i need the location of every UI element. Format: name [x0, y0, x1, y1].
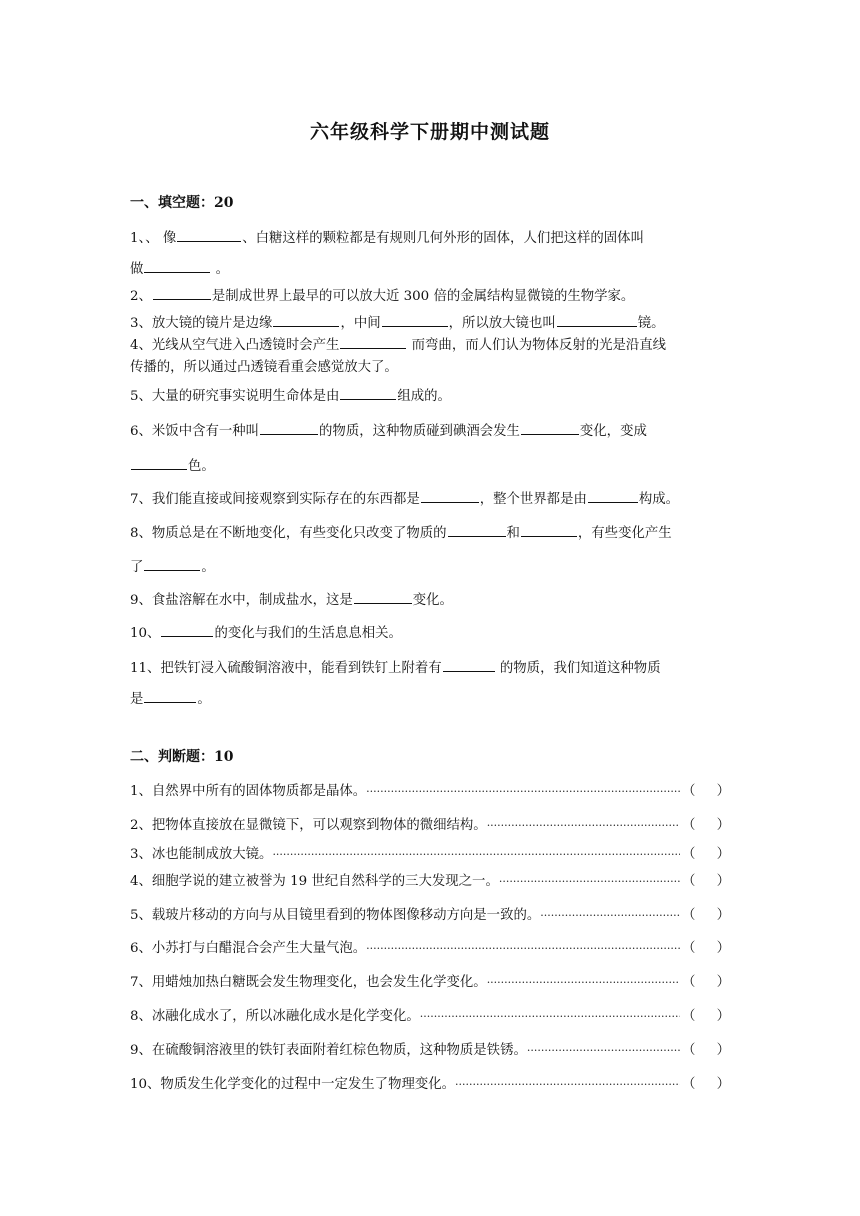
judge-item: 7、用蜡烛加热白糖既会发生物理变化，也会发生化学变化。 ····· （ ） [130, 971, 730, 990]
answer-blank[interactable] [260, 421, 318, 435]
leader-dots [499, 875, 680, 888]
answer-parentheses[interactable]: （ ） [682, 975, 730, 990]
answer-parentheses[interactable]: （ ） [682, 784, 730, 799]
answer-blank[interactable] [521, 421, 579, 435]
answer-blank[interactable] [421, 489, 479, 503]
answer-blank[interactable] [273, 313, 339, 327]
fill-q8-line1: 8、物质总是在不断地变化，有些变化只改变了物质的 和 ，有些变化产生 [130, 522, 730, 541]
answer-blank[interactable] [340, 386, 396, 400]
answer-blank[interactable] [521, 523, 577, 537]
answer-blank[interactable] [448, 523, 506, 537]
fill-q9: 9、食盐溶解在水中，制成盐水，这是 变化。 [130, 589, 453, 608]
fill-q8-line2: 了 。 [130, 556, 215, 575]
fill-q4-line2: 传播的，所以通过凸透镜看重会感觉放大了。 [130, 360, 398, 375]
answer-blank[interactable] [557, 313, 637, 327]
answer-parentheses[interactable]: （ ） [682, 874, 730, 889]
leader-dots [487, 976, 680, 989]
fill-q5: 5、大量的研究事实说明生命体是由 组成的。 [130, 385, 451, 404]
answer-blank[interactable] [382, 313, 448, 327]
judge-item: 9、在硫酸铜溶液里的铁钉表面附着红棕色物质，这种物质是铁锈。 ····· （ ） [130, 1039, 730, 1058]
answer-parentheses[interactable]: （ ） [682, 1009, 730, 1024]
answer-blank[interactable] [144, 689, 196, 703]
fill-q2: 2、 是制成世界上最早的可以放大近 300 倍的金属结构显微镜的生物学家。 [130, 285, 634, 304]
answer-blank[interactable] [161, 623, 213, 637]
answer-blank[interactable] [588, 489, 638, 503]
judge-item: 3、冰也能制成放大镜。 ····· （ ） [130, 843, 730, 862]
leader-dots [455, 1078, 680, 1091]
answer-blank[interactable] [177, 228, 241, 242]
judge-item: 5、载玻片移动的方向与从目镜里看到的物体图像移动方向是一致的。 ····· （ ） [130, 904, 730, 923]
fill-q1-line2: 做 。 [130, 258, 229, 277]
fill-q10: 10、 的变化与我们的生活息息相关。 [130, 622, 402, 641]
answer-blank[interactable] [153, 286, 211, 300]
section-heading-fill-in: 一、填空题：20 [130, 195, 234, 211]
leader-dots [366, 942, 680, 955]
answer-blank[interactable] [144, 259, 210, 273]
fill-q4-line1: 4、光线从空气进入凸透镜时会产生 而弯曲，而人们认为物体反射的光是沿直线 [130, 334, 730, 353]
answer-parentheses[interactable]: （ ） [682, 1043, 730, 1058]
fill-q7: 7、我们能直接或间接观察到实际存在的东西都是 ，整个世界都是由 构成。 [130, 488, 730, 507]
answer-blank[interactable] [340, 335, 406, 349]
judge-item: 2、把物体直接放在显微镜下，可以观察到物体的微细结构。 ····· （ ） [130, 814, 730, 833]
leader-dots [420, 1010, 680, 1023]
judge-item: 10、物质发生化学变化的过程中一定发生了物理变化。 ····· （ ） [130, 1073, 730, 1092]
answer-parentheses[interactable]: （ ） [682, 818, 730, 833]
fill-q1-line1: 1、、 像 、白糖这样的颗粒都是有规则几何外形的固体，人们把这样的固体叫 [130, 227, 730, 246]
fill-q11-line2: 是 。 [130, 688, 211, 707]
leader-dots [527, 1044, 680, 1057]
leader-dots [272, 848, 680, 861]
leader-dots [366, 785, 680, 798]
section-heading-true-false: 二、判断题：10 [130, 749, 234, 765]
judge-item: 1、自然界中所有的固体物质都是晶体。 ····· （ ） [130, 780, 730, 799]
fill-q6-line1: 6、米饭中含有一种叫 的物质，这种物质碰到碘酒会发生 变化，变成 [130, 420, 730, 439]
leader-dots [540, 909, 680, 922]
answer-blank[interactable] [144, 557, 200, 571]
judge-item: 6、小苏打与白醋混合会产生大量气泡。 ····· （ ） [130, 937, 730, 956]
answer-blank[interactable] [131, 456, 187, 470]
answer-parentheses[interactable]: （ ） [682, 847, 730, 862]
leader-dots [487, 819, 680, 832]
answer-blank[interactable] [443, 658, 495, 672]
answer-parentheses[interactable]: （ ） [682, 941, 730, 956]
page-title: 六年级科学下册期中测试题 [309, 121, 550, 143]
answer-blank[interactable] [354, 590, 412, 604]
answer-parentheses[interactable]: （ ） [682, 1077, 730, 1092]
answer-parentheses[interactable]: （ ） [682, 908, 730, 923]
judge-item: 4、细胞学说的建立被誉为 19 世纪自然科学的三大发现之一。 ····· （ ） [130, 870, 730, 889]
fill-q3: 3、放大镜的镜片是边缘 ，中间 ，所以放大镜也叫 镜。 [130, 312, 730, 331]
judge-item: 8、冰融化成水了，所以冰融化成水是化学变化。 ····· （ ） [130, 1005, 730, 1024]
fill-q11-line1: 11、把铁钉浸入硫酸铜溶液中，能看到铁钉上附着有 的物质，我们知道这种物质 [130, 657, 730, 676]
fill-q6-line2: 色。 [130, 455, 215, 474]
